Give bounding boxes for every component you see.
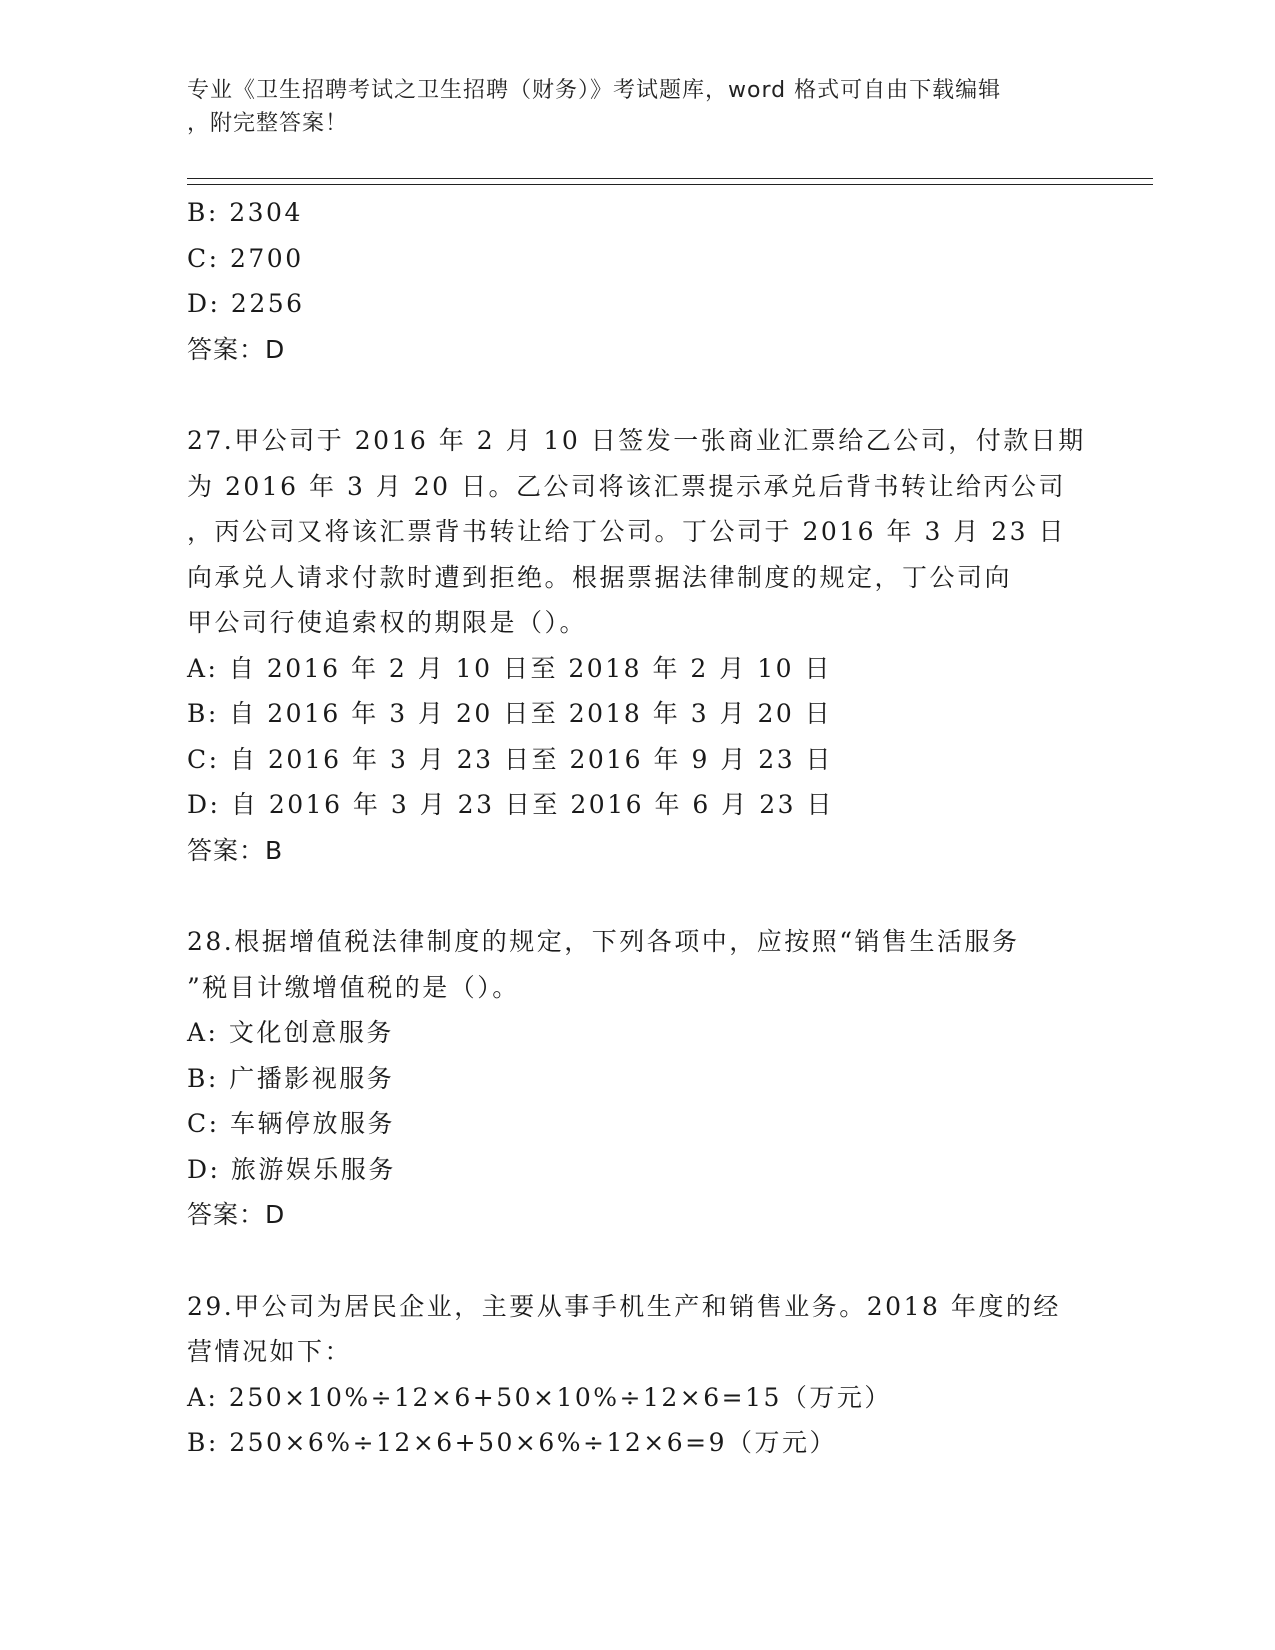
question-27 (187, 418, 1087, 873)
question-29 (187, 1284, 1087, 1466)
option-b: B: 广播影视服务 (187, 1063, 395, 1093)
document-header (187, 74, 1067, 140)
header-line: 专业《卫生招聘考试之卫生招聘（财务）》考试题库，word 格式可自由下载编辑 (187, 78, 1002, 103)
header-line: ，附完整答案！ (187, 111, 349, 136)
option-a: A: 自 2016 年 2 月 10 日至 2018 年 2 月 10 日 (187, 653, 832, 683)
question-text-line: ”税目计缴增值税的是（）。 (187, 972, 520, 1002)
question-text-line: 27.甲公司于 2016 年 2 月 10 日签发一张商业汇票给乙公司，付款日期 (187, 426, 1086, 455)
option-c: C: 2700 (187, 243, 304, 273)
option-b: B: 250×6%÷12×6+50×6%÷12×6=9（万元） (187, 1428, 838, 1457)
option-d: D: 旅游娱乐服务 (187, 1154, 396, 1184)
option-b: B: 自 2016 年 3 月 20 日至 2018 年 3 月 20 日 (187, 699, 833, 728)
option-a: A: 文化创意服务 (187, 1018, 394, 1047)
question-text-line: 为 2016 年 3 月 20 日。乙公司将该汇票提示承兑后背书转让给丙公司 (187, 471, 1067, 501)
question-26-tail (187, 190, 1087, 372)
question-text-line: 向承兑人请求付款时遭到拒绝。根据票据法律制度的规定，丁公司向 (187, 562, 1013, 592)
question-list (187, 190, 1087, 1466)
question-text-line: 营情况如下： (187, 1337, 353, 1366)
option-d: D: 自 2016 年 3 月 23 日至 2016 年 6 月 23 日 (187, 790, 834, 819)
header-divider (187, 184, 1153, 185)
option-b: B: 2304 (187, 198, 303, 227)
option-c: C: 车辆停放服务 (187, 1109, 395, 1138)
answer-line: 答案：B (187, 835, 284, 865)
option-a: A: 250×10%÷12×6+50×10%÷12×6=15（万元） (187, 1382, 892, 1412)
answer-line: 答案：D (187, 1200, 286, 1229)
question-28 (187, 919, 1087, 1238)
header-divider (187, 178, 1153, 179)
question-text-line: 28.根据增值税法律制度的规定，下列各项中，应按照“销售生活服务 (187, 927, 1020, 956)
question-text-line: 甲公司行使追索权的期限是（）。 (187, 608, 588, 637)
option-d: D: 2256 (187, 289, 305, 318)
question-text-line: ，丙公司又将该汇票背书转让给丁公司。丁公司于 2016 年 3 月 23 日 (187, 517, 1067, 546)
answer-line: 答案：D (187, 334, 286, 364)
option-c: C: 自 2016 年 3 月 23 日至 2016 年 9 月 23 日 (187, 744, 834, 774)
question-text-line: 29.甲公司为居民企业，主要从事手机生产和销售业务。2018 年度的经 (187, 1291, 1061, 1321)
